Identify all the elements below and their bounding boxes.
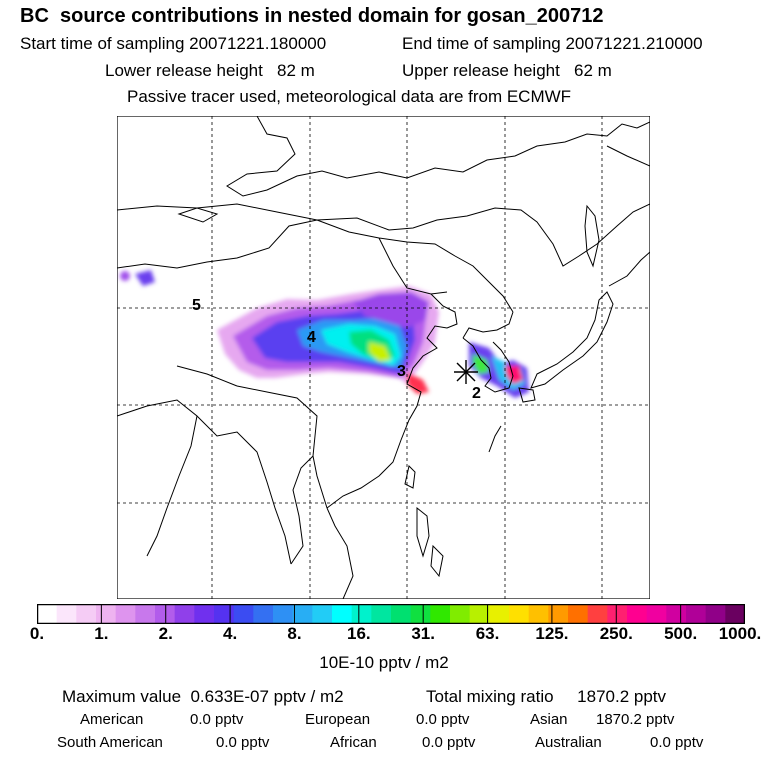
colorbar-swatch — [391, 604, 411, 624]
colorbar-swatch — [37, 604, 57, 624]
colorbar-swatch — [568, 604, 588, 624]
colorbar-tick-label: 1. — [94, 624, 109, 643]
source-contribution-map — [117, 116, 650, 599]
colorbar-tick-label: 2. — [158, 624, 173, 643]
colorbar-swatch — [135, 604, 155, 624]
colorbar-tick-label: 63. — [475, 624, 500, 643]
region-marker-4: 4 — [307, 329, 316, 346]
maximum-value-label: Maximum value 0.633E-07 pptv / m2 — [62, 687, 344, 706]
african-label: African — [330, 734, 377, 751]
colorbar-swatch — [175, 604, 195, 624]
colorbar-tick-label: 31. — [411, 624, 435, 643]
region-marker-2: 2 — [472, 385, 481, 402]
colorbar-swatch — [529, 604, 549, 624]
colorbar-swatch — [214, 604, 234, 624]
american-label: American — [80, 711, 144, 728]
region-marker-3: 3 — [397, 363, 406, 380]
colorbar-swatch — [647, 604, 667, 624]
asian-label: Asian — [530, 711, 568, 728]
european-label: European — [305, 711, 371, 728]
colorbar-swatch — [548, 604, 568, 624]
colorbar-swatch — [666, 604, 686, 624]
colorbar-swatch — [155, 604, 175, 624]
gosan-receptor-star-icon — [454, 360, 478, 384]
colorbar — [37, 604, 745, 624]
african-value: 0.0 pptv — [422, 734, 476, 751]
colorbar-swatch — [352, 604, 372, 624]
colorbar-swatch — [607, 604, 627, 624]
map-title: BC source contributions in nested domain for gosan_200712 — [20, 5, 604, 27]
colorbar-swatch — [194, 604, 214, 624]
lower-release-height-label: Lower release height 82 m — [105, 61, 315, 80]
colorbar-swatch — [116, 604, 136, 624]
colorbar-swatch — [332, 604, 352, 624]
colorbar-swatch — [96, 604, 116, 624]
colorbar-swatch — [627, 604, 647, 624]
colorbar-swatch — [686, 604, 706, 624]
colorbar-tick-label: 8. — [287, 624, 302, 643]
colorbar-swatch — [234, 604, 254, 624]
american-value: 0.0 pptv — [190, 711, 244, 728]
colorbar-swatch — [725, 604, 745, 624]
colorbar-tick-label: 16. — [346, 624, 371, 643]
colorbar-tick-label: 500. — [664, 624, 698, 643]
start-time-label: Start time of sampling 20071221.180000 — [20, 34, 327, 53]
asian-value: 1870.2 pptv — [596, 711, 675, 728]
south-american-label: South American — [57, 734, 163, 751]
colorbar-swatch — [253, 604, 273, 624]
tracer-note: Passive tracer used, meteorological data are from ECMWF — [127, 87, 572, 106]
colorbar-swatch — [76, 604, 96, 624]
colorbar-swatch — [411, 604, 431, 624]
colorbar-swatch — [57, 604, 77, 624]
australian-label: Australian — [535, 734, 602, 751]
colorbar-swatch — [509, 604, 529, 624]
colorbar-swatch — [450, 604, 470, 624]
colorbar-swatch — [588, 604, 608, 624]
colorbar-swatch — [430, 604, 450, 624]
colorbar-tick-label: 0. — [29, 624, 45, 643]
colorbar-swatch — [706, 604, 726, 624]
upper-release-height-label: Upper release height 62 m — [402, 61, 612, 80]
colorbar-swatch — [293, 604, 313, 624]
colorbar-swatch — [470, 604, 490, 624]
south-american-value: 0.0 pptv — [216, 734, 270, 751]
colorbar-swatch — [312, 604, 332, 624]
colorbar-swatch — [371, 604, 391, 624]
colorbar-unit: 10E-10 pptv / m2 — [319, 653, 449, 672]
colorbar-tick-label: 4. — [222, 624, 238, 643]
colorbar-tick-label: 250. — [599, 624, 633, 643]
end-time-label: End time of sampling 20071221.210000 — [402, 34, 703, 53]
colorbar-tick-labels — [0, 624, 768, 646]
colorbar-swatch — [273, 604, 293, 624]
colorbar-tick-label: 1000. — [718, 624, 762, 643]
total-mixing-ratio-label: Total mixing ratio 1870.2 pptv — [426, 687, 667, 706]
region-marker-5: 5 — [192, 297, 201, 314]
european-value: 0.0 pptv — [416, 711, 470, 728]
colorbar-swatch — [489, 604, 509, 624]
colorbar-tick-label: 125. — [535, 624, 569, 643]
australian-value: 0.0 pptv — [650, 734, 704, 751]
